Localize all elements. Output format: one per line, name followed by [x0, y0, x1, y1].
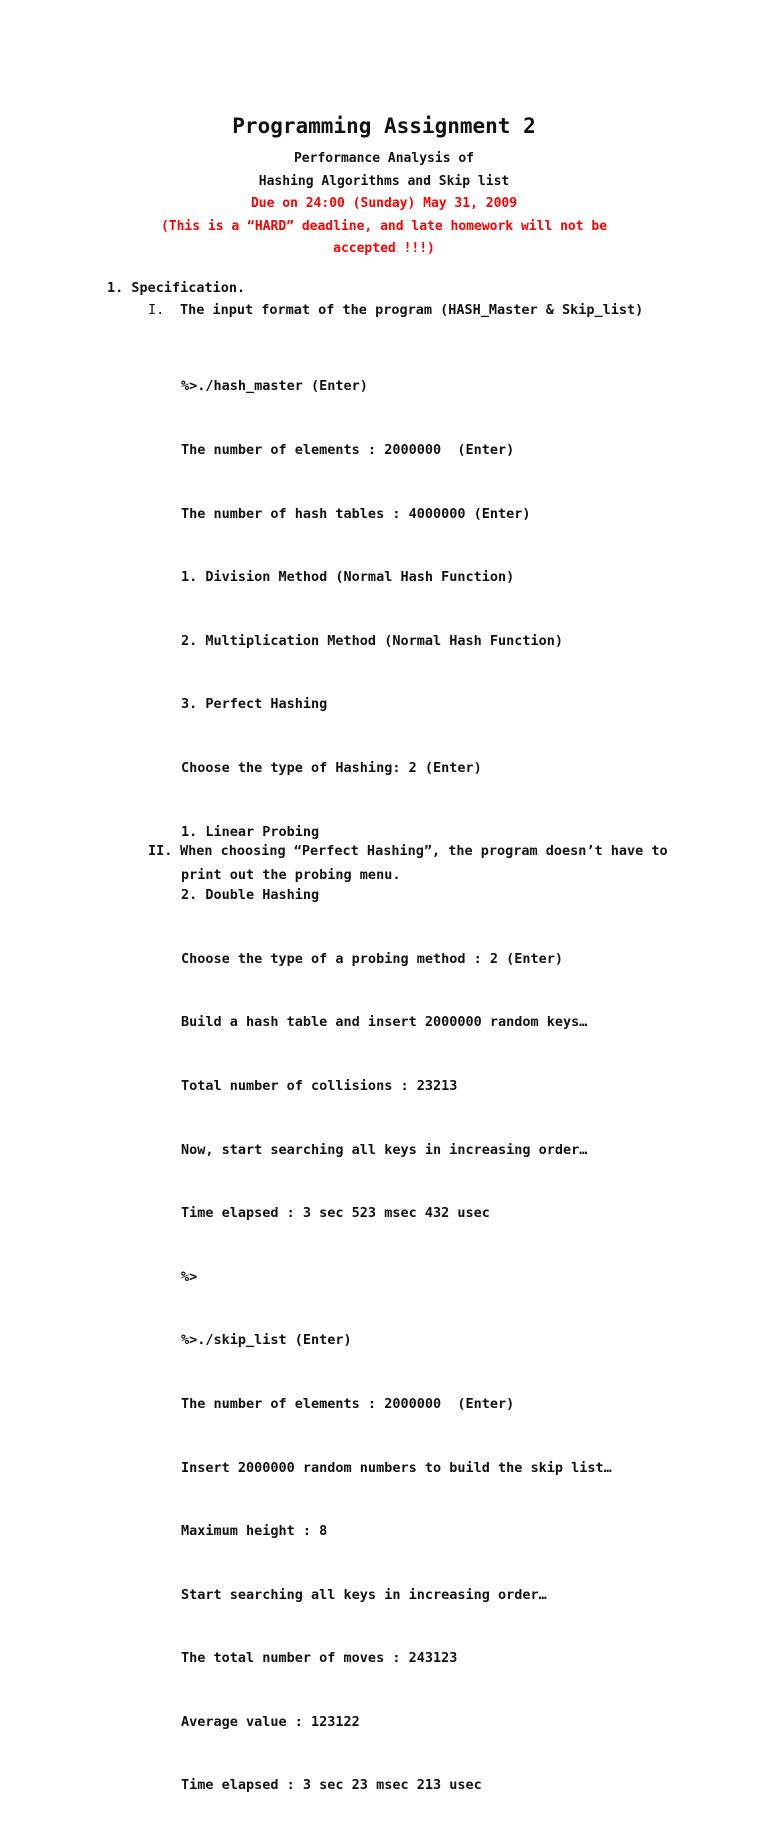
transcript-line: Maximum height : 8: [181, 1523, 328, 1540]
transcript-line: 2. Multiplication Method (Normal Hash Function): [181, 632, 564, 649]
transcript-line: 3. Perfect Hashing: [181, 696, 328, 713]
transcript-line: The number of elements : 2000000 (Enter): [181, 1395, 515, 1412]
program-transcript: [181, 334, 612, 1839]
due-date: Due on 24:00 (Sunday) May 31, 2009: [250, 196, 518, 211]
item-2: [148, 843, 668, 859]
deadline-warning-line-1: (This is a “HARD” deadline, and late homework will not be: [160, 219, 608, 234]
transcript-line: %>./skip_list (Enter): [181, 1332, 352, 1349]
section-heading: 1. Specification.: [107, 280, 246, 296]
assignment-title: Programming Assignment 2: [232, 114, 536, 138]
transcript-line: Now, start searching all keys in increasing order…: [181, 1141, 588, 1158]
transcript-line: Time elapsed : 3 sec 23 msec 213 usec: [181, 1777, 482, 1794]
subtitle-line-1: Performance Analysis of: [293, 151, 474, 166]
item-2-text: When choosing “Perfect Hashing”, the program doesn’t have to: [180, 843, 668, 859]
transcript-line: %>: [181, 1268, 198, 1285]
transcript-line: 1. Linear Probing: [181, 823, 320, 840]
transcript-line: Start searching all keys in increasing order…: [181, 1586, 547, 1603]
item-2-continuation: print out the probing menu.: [181, 867, 401, 883]
subtitle-line-2: Hashing Algorithms and Skip list: [258, 174, 510, 189]
transcript-line: The number of hash tables : 4000000 (Enter): [181, 505, 531, 522]
transcript-line: Choose the type of a probing method : 2 (Enter): [181, 950, 564, 967]
item-1: [148, 302, 643, 318]
transcript-line: Time elapsed : 3 sec 523 msec 432 usec: [181, 1205, 490, 1222]
item-1-number: I.: [148, 302, 165, 318]
deadline-warning-line-2: accepted !!!): [333, 241, 435, 256]
transcript-line: 2. Double Hashing: [181, 887, 320, 904]
item-1-text: The input format of the program (HASH_Master & Skip_list): [180, 302, 644, 318]
transcript-line: Insert 2000000 random numbers to build the skip list…: [181, 1459, 612, 1476]
transcript-line: 1. Division Method (Normal Hash Function): [181, 569, 515, 586]
transcript-line: Build a hash table and insert 2000000 random keys…: [181, 1014, 588, 1031]
transcript-line: The number of elements : 2000000 (Enter): [181, 442, 515, 458]
transcript-line: %>./hash_master (Enter): [181, 378, 368, 395]
transcript-line: Average value : 123122: [181, 1713, 360, 1730]
item-2-number: II.: [148, 843, 173, 859]
transcript-line: Total number of collisions : 23213: [181, 1077, 458, 1094]
transcript-line: The total number of moves : 243123: [181, 1650, 458, 1667]
transcript-line: Choose the type of Hashing: 2 (Enter): [181, 759, 482, 776]
